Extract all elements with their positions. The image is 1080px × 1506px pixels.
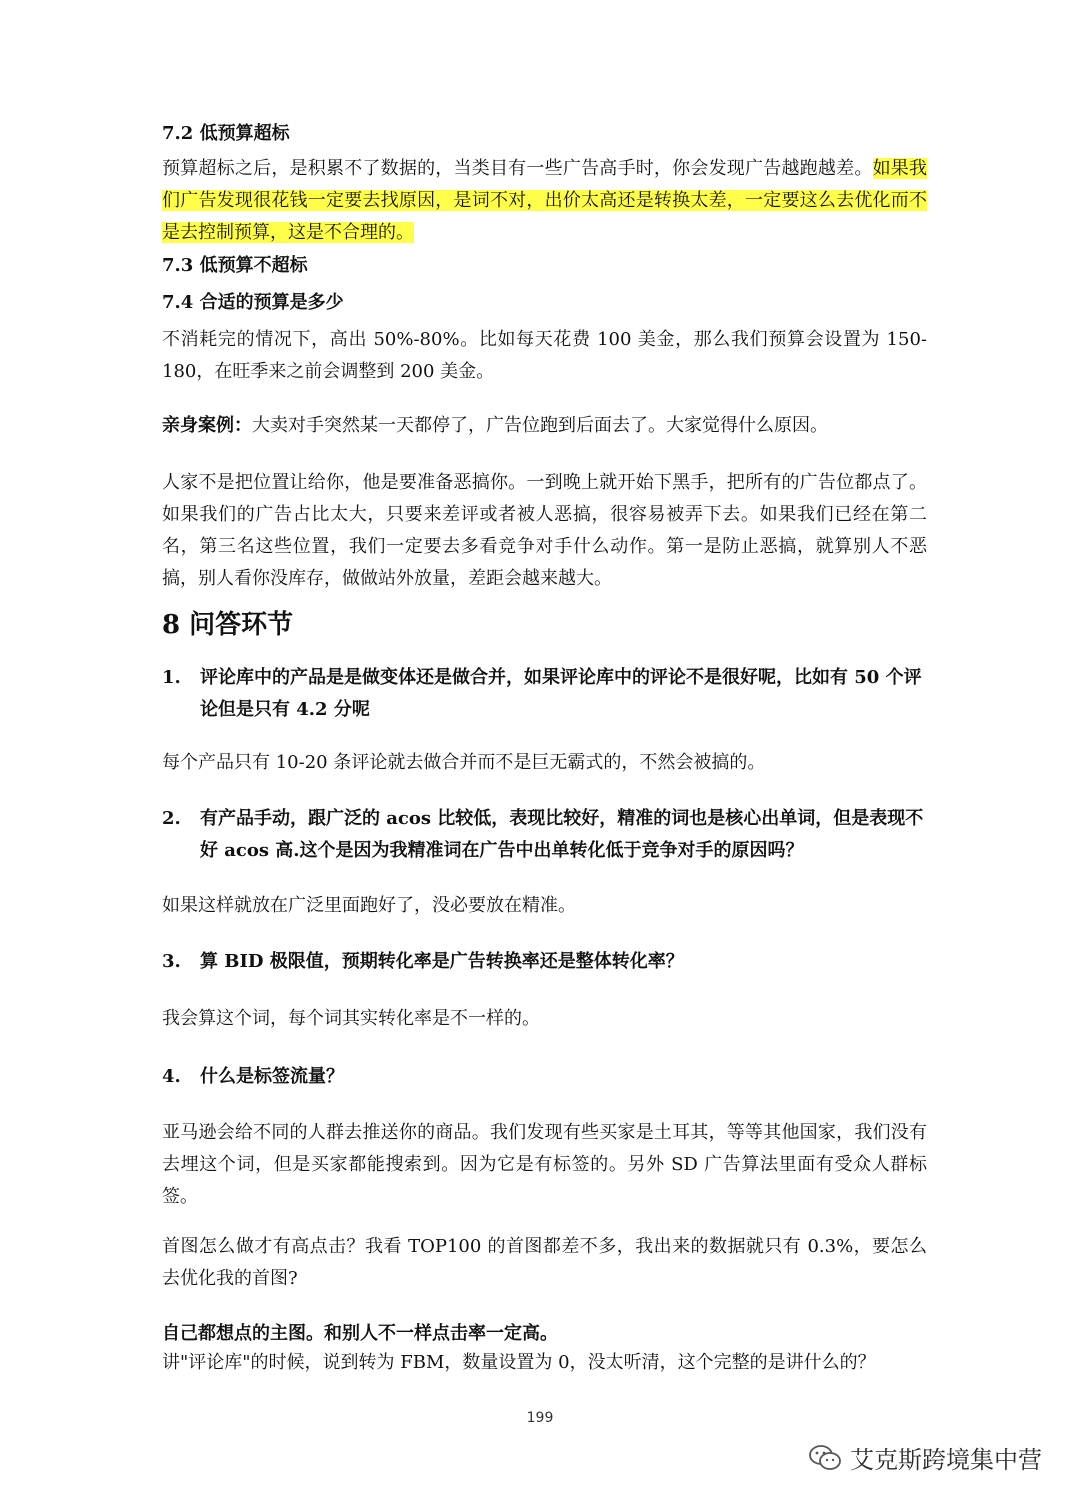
answer-5: 自己都想点的主图。和别人不一样点击率一定高。 bbox=[162, 1323, 558, 1344]
case-label: 亲身案例： bbox=[162, 415, 252, 436]
question-text: 评论库中的产品是是做变体还是做合并，如果评论库中的评论不是很好呢，比如有 50 个评论但是只有 4.2 分呢 bbox=[200, 667, 922, 720]
watermark-text: 艾克斯跨境集中营 bbox=[850, 1446, 1042, 1474]
question-number: 1. bbox=[162, 667, 181, 688]
question-number: 4. bbox=[162, 1066, 181, 1087]
question-2 bbox=[162, 803, 927, 867]
highlighted-text: 如果我们广告发现很花钱一定要去找原因，是词不对，出价太高还是转换太差，一定要这么去优化而不是去控制预算，这是不合理的。 bbox=[162, 158, 928, 243]
answer-1: 每个产品只有 10-20 条评论就去做合并而不是巨无霸式的，不然会被搞的。 bbox=[162, 752, 766, 773]
answer-4: 亚马逊会给不同的人群去推送你的商品。我们发现有些买家是土耳其，等等其他国家，我们没有去埋这个词，但是买家都能搜索到。因为它是有标签的。另外 SD 广告算法里面有受众人群标签。 bbox=[162, 1122, 927, 1207]
watermark bbox=[808, 1440, 1042, 1475]
question-text: 有产品手动，跟广泛的 acos 比较低，表现比较好，精准的词也是核心出单词，但是表现不好 acos 高.这个是因为我精准词在广告中出单转化低于竞争对手的原因吗？ bbox=[200, 808, 924, 861]
question-text: 算 BID 极限值，预期转化率是广告转换率还是整体转化率？ bbox=[200, 951, 684, 972]
case-text: 大卖对手突然某一天都停了，广告位跑到后面去了。大家觉得什么原因。 bbox=[252, 415, 828, 436]
question-number: 3. bbox=[162, 951, 181, 972]
question-4 bbox=[162, 1061, 927, 1093]
section-7-4-paragraph: 不消耗完的情况下，高出 50%-80%。比如每天花费 100 美金，那么我们预算会设置为 150-180，在旺季来之前会调整到 200 美金。 bbox=[162, 329, 927, 382]
answer-3: 我会算这个词，每个词其实转化率是不一样的。 bbox=[162, 1008, 540, 1029]
case-paragraph bbox=[162, 410, 927, 442]
question-number: 2. bbox=[162, 808, 181, 829]
section-7-2-paragraph bbox=[162, 153, 927, 249]
question-5: 首图怎么做才有高点击？我看 TOP100 的首图都差不多，我出来的数据就只有 0.3%，要怎么去优化我的首图? bbox=[162, 1236, 927, 1289]
section-7-2-heading: 7.2 低预算超标 bbox=[162, 123, 290, 144]
question-1 bbox=[162, 662, 927, 726]
paragraph-text: 预算超标之后，是积累不了数据的，当类目有一些广告高手时，你会发现广告越跑越差。 bbox=[162, 158, 873, 179]
question-text: 什么是标签流量？ bbox=[200, 1066, 344, 1087]
case-answer: 人家不是把位置让给你，他是要准备恶搞你。一到晚上就开始下黑手，把所有的广告位都点了。如果我们的广告占比太大，只要来差评或者被人恶搞，很容易被弄下去。如果我们已经在第二名，第三名这些位置，我们一定要去多看竞争对手什么动作。第一是防止恶搞，就算别人不恶搞，别人看你没库存，做做站外放量，差距会越来越大。 bbox=[162, 472, 927, 589]
section-7-3-heading: 7.3 低预算不超标 bbox=[162, 255, 308, 276]
question-3 bbox=[162, 946, 927, 978]
section-8-heading: 8 问答环节 bbox=[162, 610, 294, 640]
wechat-icon bbox=[808, 1444, 842, 1472]
page-number: 199 bbox=[526, 1410, 554, 1426]
answer-2: 如果这样就放在广泛里面跑好了，没必要放在精准。 bbox=[162, 895, 576, 916]
question-6: 讲"评论库"的时候，说到转为 FBM，数量设置为 0，没太听清，这个完整的是讲什么的？ bbox=[162, 1352, 876, 1373]
section-7-4-heading: 7.4 合适的预算是多少 bbox=[162, 292, 344, 313]
